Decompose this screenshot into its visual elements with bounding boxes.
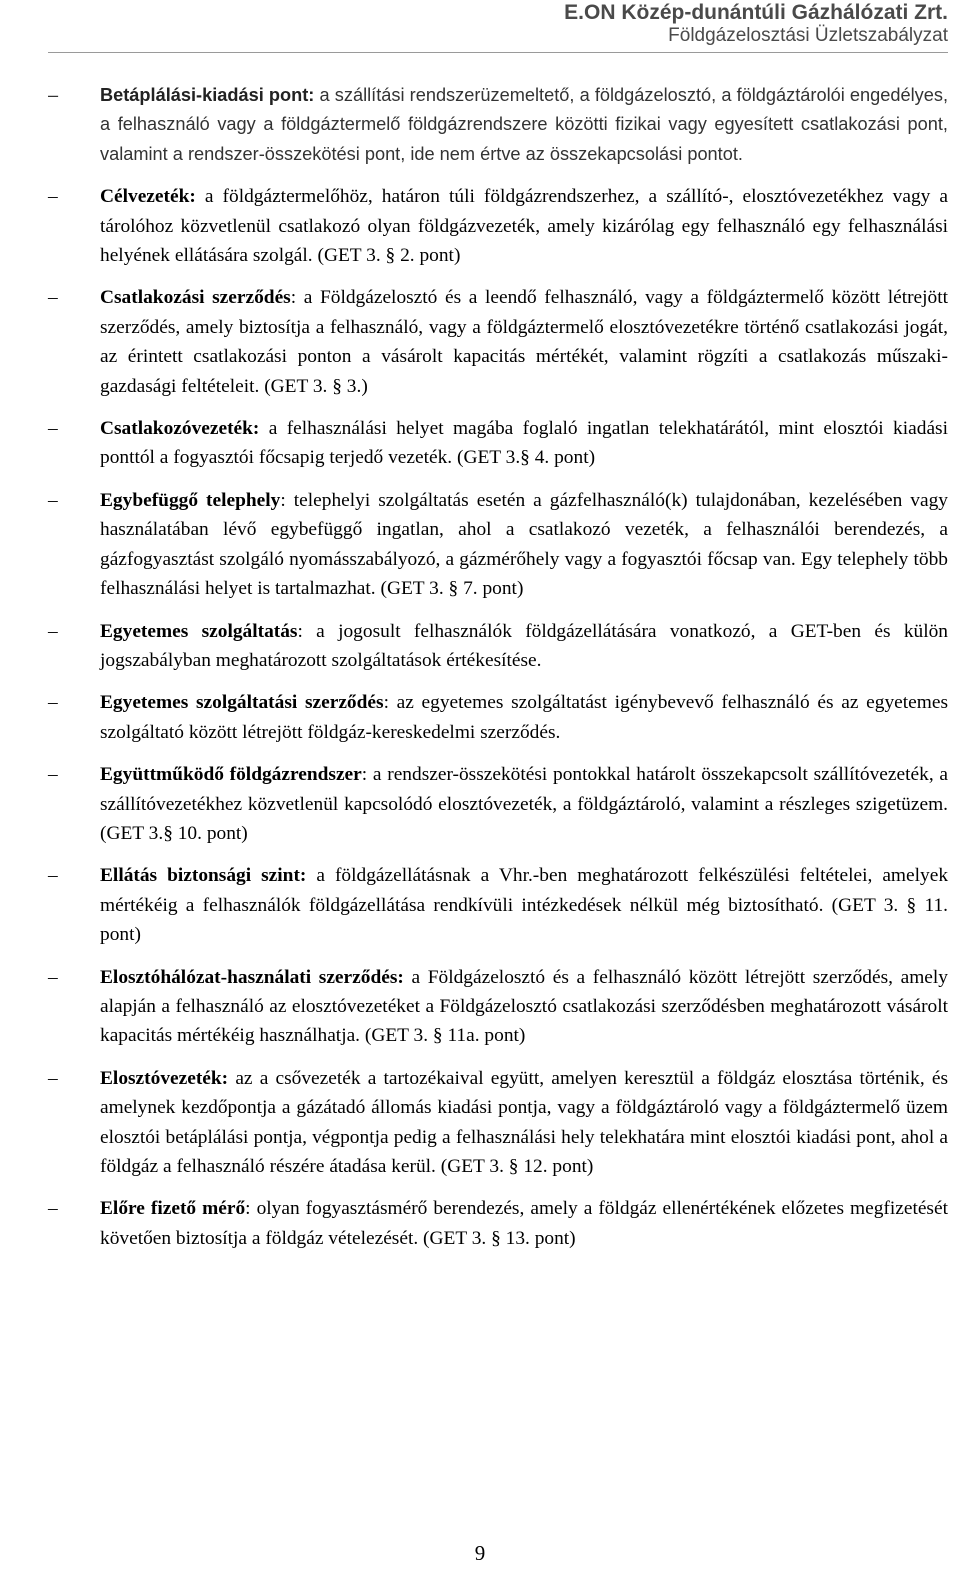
definition-term: Ellátás biztonsági szint: bbox=[100, 865, 307, 887]
definition-text: : az egyetemes szolgáltatást igénybevevő felhasználó és az egyetemes szolgáltató között létrejött földgáz-kereskedelmi szerződés. bbox=[100, 692, 948, 743]
definition-entry bbox=[48, 1064, 948, 1182]
definition-text: a szállítási rendszerüzemeltető, a földgázelosztó, a földgáztárolói engedélyes, a felhasználó vagy a földgáztermelő földgázrendszere közötti fizikai vagy egyesített csatlakozási pont, valamint a rendszer-összekötési pont, ide nem értve az összekapcsolási pontot. bbox=[100, 85, 948, 164]
definition-text: : a jogosult felhasználók földgázellátására vonatkozó, a GET-ben és külön jogszabályban meghatározott szolgáltatások értékesítése. bbox=[100, 620, 948, 671]
definition-entry bbox=[48, 486, 948, 604]
dash-bullet: – bbox=[48, 287, 58, 309]
definition-text: : telephelyi szolgáltatás esetén a gázfelhasználó(k) tulajdonában, kezelésében vagy használatában lévő egybefüggő ingatlan, ahol a csatlakozó vezeték, a felhasználói berendezés, a gázfogyasztást szolgáló nyomásszabályozó, a gázmérőhely vagy a fogyasztói főcsap van. Egy telephely több felhasználási helyet is tartalmazhat. (GET 3. § 7. pont) bbox=[100, 489, 948, 600]
dash-bullet: – bbox=[48, 489, 58, 511]
definition-text: a földgáztermelőhöz, határon túli földgázrendszerhez, a szállító-, elosztóvezetékhez vagy a tárolóhoz közvetlenül csatlakozó olyan földgázvezeték, amely kizárólag egy felhasználó egy felhasználási helyének ellátására szolgál. (GET 3. § 2. pont) bbox=[100, 186, 948, 267]
definition-term: Elosztóhálózat-használati szerződés: bbox=[100, 966, 404, 988]
dash-bullet: – bbox=[48, 865, 58, 887]
definition-term: Egybefüggő telephely bbox=[100, 489, 281, 511]
definition-entry bbox=[48, 963, 948, 1051]
dash-bullet: – bbox=[48, 1067, 58, 1089]
definition-term: Elosztóvezeték: bbox=[100, 1067, 229, 1089]
dash-bullet: – bbox=[48, 85, 59, 105]
definition-entry bbox=[48, 861, 948, 949]
definition-term: Egyetemes szolgáltatás bbox=[100, 620, 298, 642]
definition-term: Célvezeték: bbox=[100, 186, 196, 208]
definition-entry bbox=[48, 1194, 948, 1253]
dash-bullet: – bbox=[48, 620, 58, 642]
definition-text: a földgázellátásnak a Vhr.-ben meghatározott felkészülési feltételei, amelyek mértékéig a felhasználók földgázellátása rendkívüli intézkedések nélkül még biztosítható. (GET 3. § 11. pont) bbox=[100, 865, 949, 946]
header-divider bbox=[48, 52, 948, 53]
definition-term: Előre fizető mérő bbox=[100, 1198, 246, 1220]
definition-entry bbox=[48, 688, 948, 747]
definition-entry bbox=[48, 182, 948, 270]
definition-text: : olyan fogyasztásmérő berendezés, amely a földgáz ellenértékének előzetes megfizetését követően biztosítja a földgáz vételezését. (GET 3. § 13. pont) bbox=[100, 1198, 948, 1249]
definition-entry bbox=[48, 760, 948, 848]
dash-bullet: – bbox=[48, 966, 58, 988]
definition-list bbox=[48, 81, 948, 1266]
definition-text: a Földgázelosztó és a felhasználó között létrejött szerződés, amely alapján a felhasználó az elosztóvezetéket a Földgázelosztó csatlakozási szerződésben meghatározott vásárolt kapacitás mértékéig használhatja. (GET 3. § 11a. pont) bbox=[100, 966, 948, 1047]
definition-term: Csatlakozási szerződés bbox=[100, 287, 291, 309]
dash-bullet: – bbox=[48, 1198, 58, 1220]
dash-bullet: – bbox=[48, 418, 58, 440]
dash-bullet: – bbox=[48, 692, 58, 714]
page-header bbox=[564, 0, 948, 48]
definition-text: : a rendszer-összekötési pontokkal határolt összekapcsolt szállítóvezeték, a szállítóvezetékhez közvetlenül kapcsolódó elosztóvezeték, a földgáztároló, valamint a részleges szigetüzem. (GET 3.§ 10. pont) bbox=[100, 764, 949, 844]
definition-term: Betáplálási-kiadási pont: bbox=[100, 85, 315, 105]
definition-entry bbox=[48, 81, 948, 169]
definition-text: : a Földgázelosztó és a leendő felhasználó, vagy a földgáztermelő között létrejött szerződés, amely biztosítja a felhasználó, vagy a földgáztermelő elosztóvezetékre történő csatlakozási jogát, az érintett csatlakozási ponton a vásárolt kapacitás mértékét, valamint rögzíti a csatlakozás műszaki-gazdasági feltételeit. (GET 3. § 3.) bbox=[100, 287, 949, 397]
company-name: E.ON Közép-dunántúli Gázhálózati Zrt. bbox=[564, 1, 948, 24]
definition-term: Egyetemes szolgáltatási szerződés bbox=[100, 692, 384, 714]
definition-entry bbox=[48, 414, 948, 473]
definition-term: Együttműködő földgázrendszer bbox=[100, 764, 362, 786]
dash-bullet: – bbox=[48, 186, 58, 208]
definition-text: a felhasználási helyet magába foglaló ingatlan telekhatárától, mint elosztói kiadási ponttól a fogyasztói főcsapig terjedő vezeték. (GET 3.§ 4. pont) bbox=[100, 418, 948, 469]
document-title: Földgázelosztási Üzletszabályzat bbox=[668, 25, 948, 47]
definition-entry bbox=[48, 283, 948, 401]
definition-term: Csatlakozóvezeték: bbox=[100, 418, 260, 440]
page-number: 9 bbox=[474, 1541, 486, 1565]
definition-entry bbox=[48, 617, 948, 676]
definition-text: az a csővezeték a tartozékaival együtt, amelyen keresztül a földgáz elosztása történik, és amelynek kezdőpontja a gázátadó állomás kiadási pontja, vagy a földgáztároló vagy a földgáztermelő üzem elosztói betáplálási pontja, végpontja pedig a felhasználási hely telekhatára mint elosztói kiadási pont, ahol a földgáz a felhasználó részére átadása kerül. (GET 3. § 12. pont) bbox=[100, 1067, 948, 1177]
dash-bullet: – bbox=[48, 764, 58, 786]
